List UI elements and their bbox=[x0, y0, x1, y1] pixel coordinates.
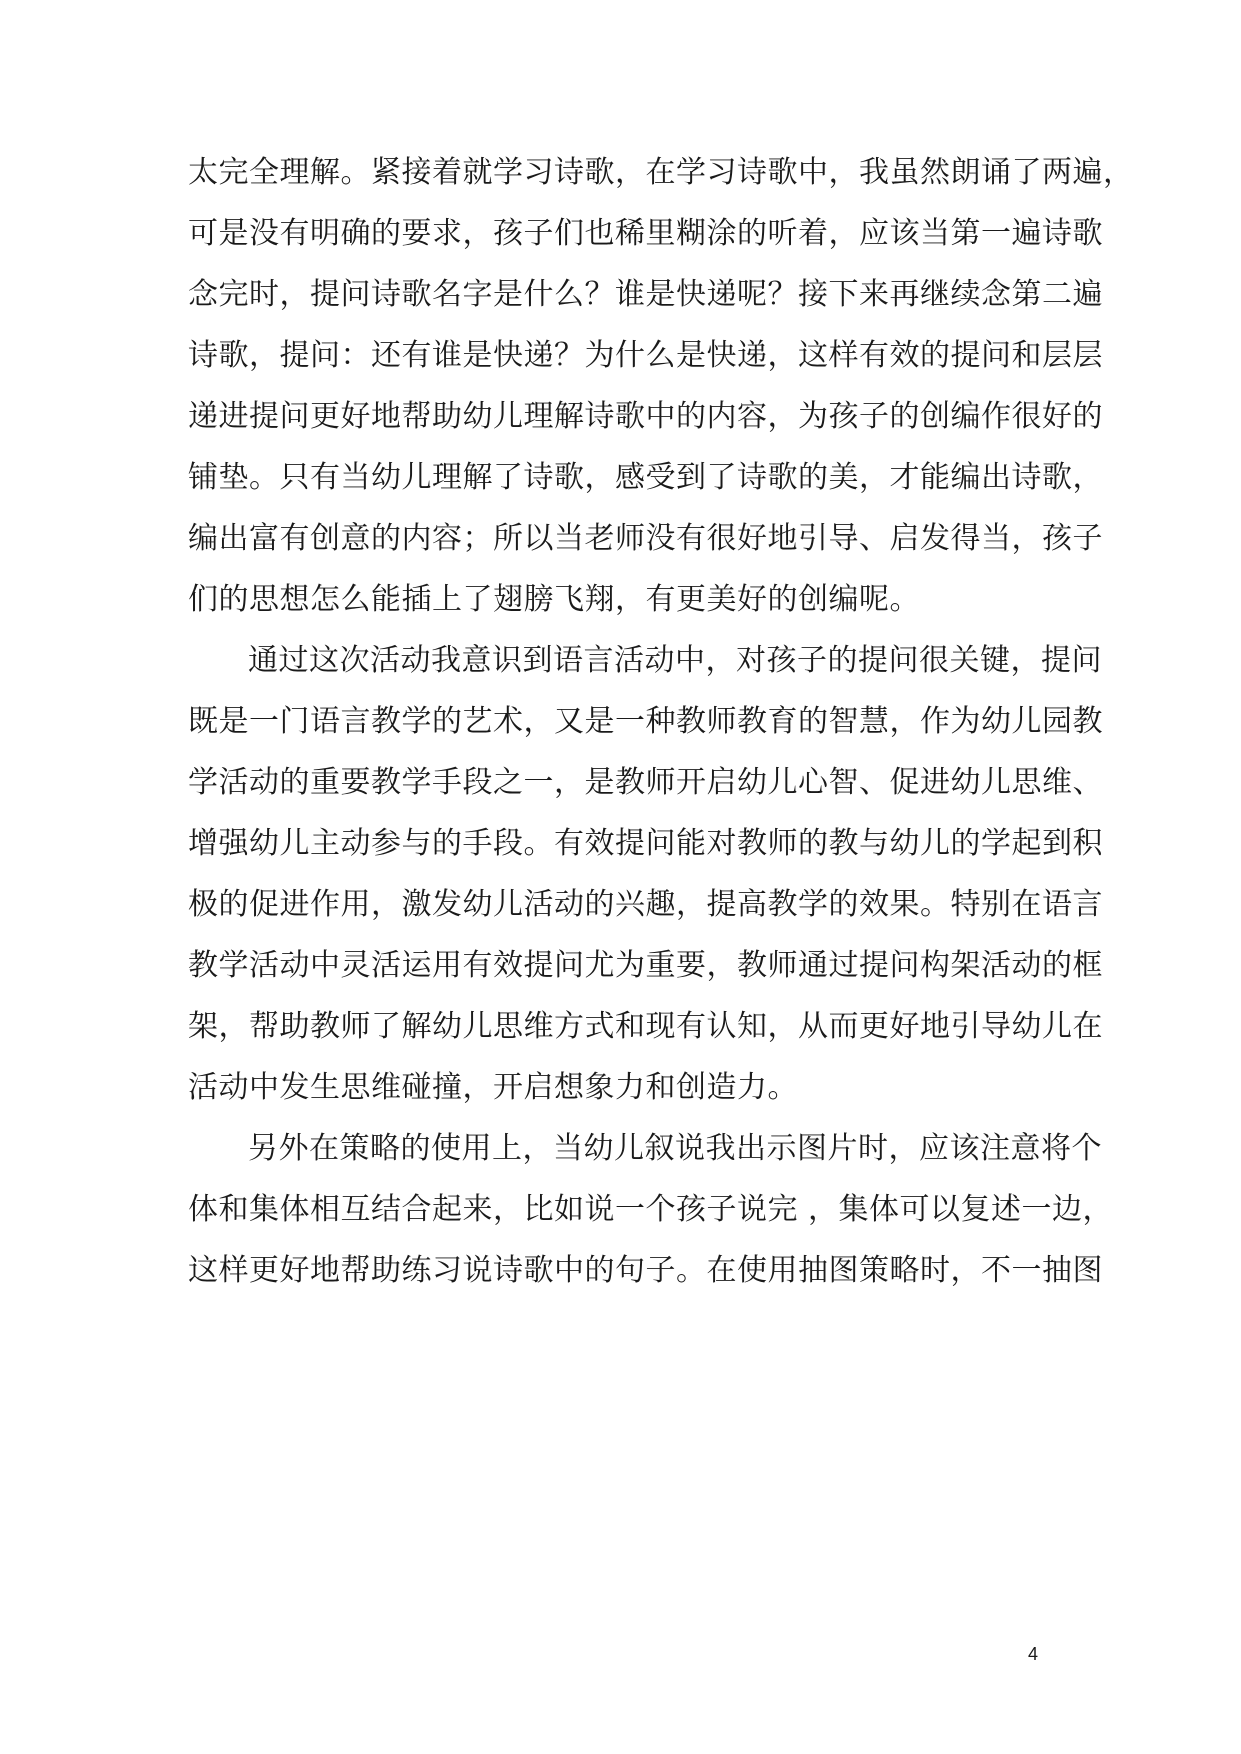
text-line: 教学活动中灵活运用有效提问尤为重要，教师通过提问构架活动的框 bbox=[188, 948, 1103, 983]
paragraph-first-line: 通过这次活动我意识到语言活动中，对孩子的提问很关键，提问 bbox=[248, 643, 1102, 678]
text-line: 念完时，提问诗歌名字是什么？谁是快递呢？接下来再继续念第二遍 bbox=[188, 277, 1103, 312]
paragraph-first-line: 另外在策略的使用上，当幼儿叙说我出示图片时，应该注意将个 bbox=[248, 1131, 1102, 1166]
page-number: 4 bbox=[1028, 1644, 1039, 1664]
text-line: 太完全理解。紧接着就学习诗歌，在学习诗歌中，我虽然朗诵了两遍， bbox=[188, 155, 1134, 190]
text-line: 们的思想怎么能插上了翅膀飞翔，有更美好的创编呢。 bbox=[188, 582, 920, 617]
text-line: 极的促进作用，激发幼儿活动的兴趣，提高教学的效果。特别在语言 bbox=[188, 887, 1103, 922]
text-line: 既是一门语言教学的艺术，又是一种教师教育的智慧，作为幼儿园教 bbox=[188, 704, 1103, 739]
text-line: 这样更好地帮助练习说诗歌中的句子。在使用抽图策略时，不一抽图 bbox=[188, 1253, 1103, 1288]
text-line: 铺垫。只有当幼儿理解了诗歌，感受到了诗歌的美，才能编出诗歌， bbox=[188, 460, 1103, 495]
text-line: 诗歌，提问：还有谁是快递？为什么是快递，这样有效的提问和层层 bbox=[188, 338, 1103, 373]
text-line: 增强幼儿主动参与的手段。有效提问能对教师的教与幼儿的学起到积 bbox=[188, 826, 1103, 861]
text-line: 体和集体相互结合起来，比如说一个孩子说完 ，集体可以复述一边， bbox=[188, 1192, 1114, 1227]
text-line: 可是没有明确的要求，孩子们也稀里糊涂的听着，应该当第一遍诗歌 bbox=[188, 216, 1103, 251]
body-text bbox=[188, 142, 1134, 1301]
text-line: 递进提问更好地帮助幼儿理解诗歌中的内容，为孩子的创编作很好的 bbox=[188, 399, 1103, 434]
text-line: 活动中发生思维碰撞，开启想象力和创造力。 bbox=[188, 1070, 798, 1105]
text-line: 学活动的重要教学手段之一，是教师开启幼儿心智、促进幼儿思维、 bbox=[188, 765, 1103, 800]
text-line: 架，帮助教师了解幼儿思维方式和现有认知，从而更好地引导幼儿在 bbox=[188, 1009, 1103, 1044]
text-line: 编出富有创意的内容；所以当老师没有很好地引导、启发得当，孩子 bbox=[188, 521, 1103, 556]
